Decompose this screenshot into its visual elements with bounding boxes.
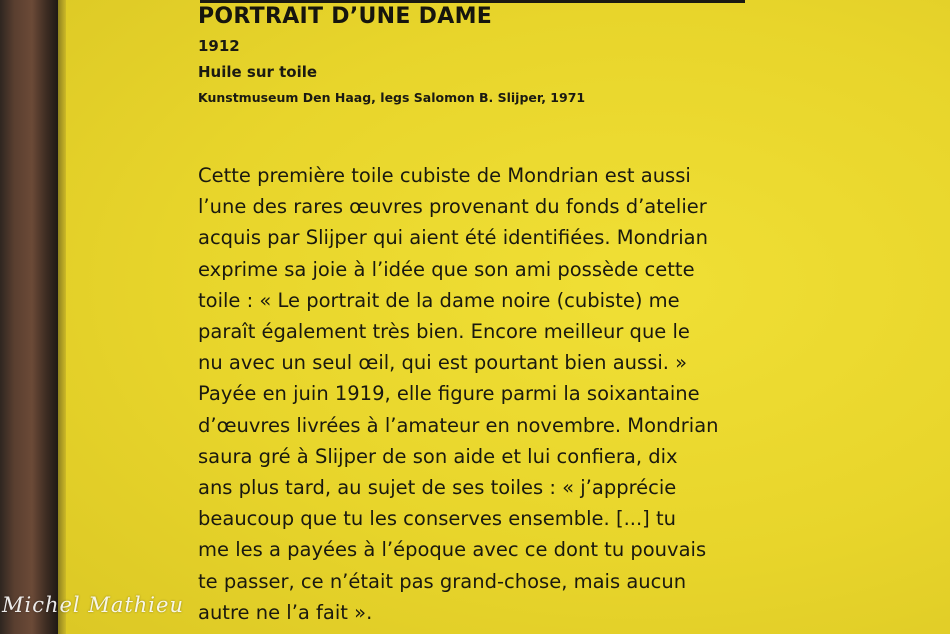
body-line: toile : « Le portrait de la dame noire (cubiste) me [198,288,680,312]
body-line: Payée en juin 1919, elle figure parmi la soixantaine [198,382,700,406]
body-line: te passer, ce n’était pas grand-chose, mais aucun [198,569,687,593]
body-line: exprime sa joie à l’idée que son ami possède cette [198,257,695,281]
body-line: nu avec un seul œil, qui est pourtant bien aussi. » [198,351,688,375]
wooden-frame [0,0,58,634]
body-line: me les a payées à l’époque avec ce dont tu pouvais [198,538,707,562]
label-body-text [198,160,758,628]
body-line: Cette première toile cubiste de Mondrian est aussi [198,164,691,187]
artwork-year: 1912 [198,37,240,55]
artwork-medium: Huile sur toile [198,63,318,81]
artwork-title: PORTRAIT D’UNE DAME [198,4,493,29]
body-line: autre ne l’a fait ». [198,600,373,624]
body-line: ans plus tard, au sujet de ses toiles : « j’apprécie [198,476,677,500]
artwork-collection: Kunstmuseum Den Haag, legs Salomon B. Slijper, 1971 [198,90,586,105]
frame-edge-shadow [58,0,66,634]
body-line: saura gré à Slijper de son aide et lui confiera, dix [198,444,678,468]
body-line: acquis par Slijper qui aient été identifiées. Mondrian [198,226,708,250]
body-line: l’une des rares œuvres provenant du fonds d’atelier [198,195,707,219]
top-rule-divider [200,0,745,3]
body-line: d’œuvres livrées à l’amateur en novembre. Mondrian [198,413,719,437]
photographer-watermark: Michel Mathieu [2,593,184,617]
body-line: paraît également très bien. Encore meilleur que le [198,320,690,344]
body-line: beaucoup que tu les conserves ensemble. [...] tu [198,507,676,531]
